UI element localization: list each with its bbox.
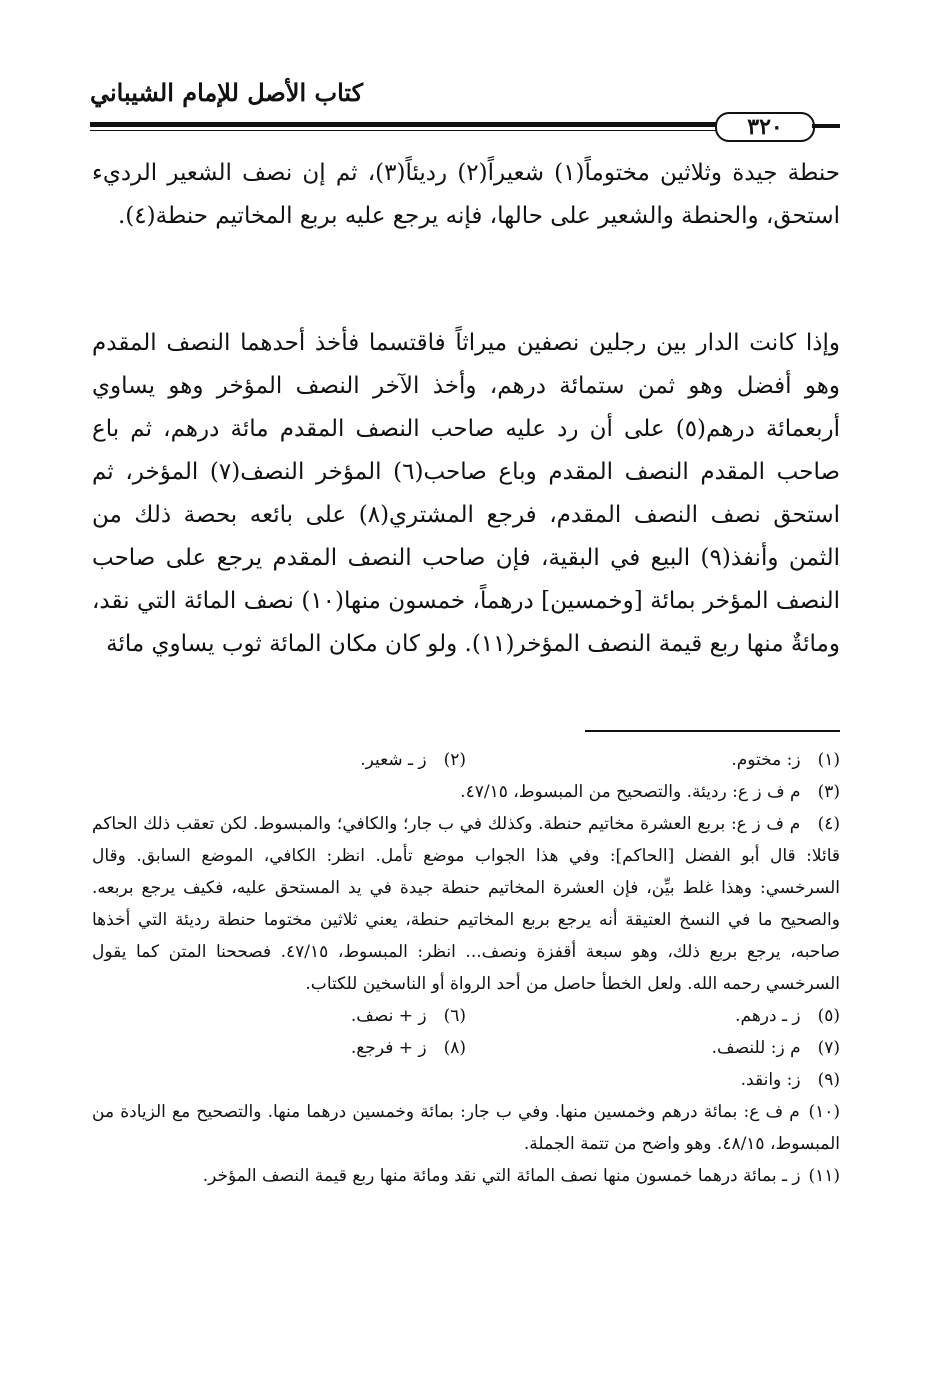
- footnote-4: [92, 808, 840, 1000]
- footnote-row: [92, 1064, 840, 1096]
- footnote-number: (٨): [443, 1038, 466, 1058]
- footnote-row: [92, 1032, 840, 1064]
- footnote-separator: [585, 730, 840, 732]
- footnote-10: [92, 1096, 840, 1160]
- footnote-number: (٣): [817, 782, 840, 802]
- footnote-number: (١٠): [808, 1102, 840, 1122]
- footnote-number: (١): [817, 750, 840, 770]
- footnote-5: [466, 1000, 840, 1032]
- paragraph-1-text: حنطة جيدة وثلاثين مختوماً(١) شعيراً(٢) رديئاً(٣)، ثم إن نصف الشعير الرديء استحق، والحنطة والشعير على حالها، فإنه يرجع عليه بربع المخاتيم حنطة(٤).: [92, 160, 840, 229]
- paragraph-2-text: وإذا كانت الدار بين رجلين نصفين ميراثاً فاقتسما فأخذ أحدهما النصف المقدم وهو أفضل وهو ثمن ستمائة درهم، وأخذ الآخر النصف المؤخر وهو يساوي أربعمائة درهم(٥) على أن رد عليه صاحب النصف المقدم مائة درهم، ثم باع صاحب المقدم النصف المقدم وباع صاحب(٦) المؤخر النصف(٧) المؤخر، ثم استحق نصف النصف المقدم، فرجع المشتري(٨) على بائعه بحصة ذلك من الثمن وأنفذ(٩) البيع في البقية، فإن صاحب النصف المقدم يرجع على صاحب النصف المؤخر بمائة [وخمسين] درهماً، خمسون منها(١٠) نصف المائة التي نقد، ومائةٌ منها ربع قيمة النصف المؤخر(١١). ولو كان مكان المائة ثوب يساوي مائة: [92, 330, 841, 657]
- footnote-text: ز: مختوم.: [731, 750, 801, 770]
- footnote-7: [466, 1032, 840, 1064]
- footnote-number: (٥): [817, 1006, 840, 1026]
- page-header: [90, 76, 840, 140]
- footnote-number: (٢): [443, 750, 466, 770]
- footnote-text: م ف ع: بمائة درهم وخمسين منها. وفي ب جار: بمائة وخمسين درهما منها. والتصحيح مع الزيادة من المبسوط، ٤٨/١٥. وهو واضح من تتمة الجملة.: [92, 1102, 840, 1154]
- footnote-text: م ف ز ع: رديئة. والتصحيح من المبسوط، ٤٧/١٥.: [460, 782, 801, 802]
- footnote-number: (٦): [443, 1006, 466, 1026]
- footnote-text: ز ـ درهم.: [735, 1006, 801, 1026]
- footnote-number: (٩): [817, 1070, 840, 1090]
- footnote-1: [466, 744, 840, 776]
- footnote-8: [92, 1032, 466, 1064]
- footnote-number: (٧): [817, 1038, 840, 1058]
- header-rule-thick: [90, 122, 740, 127]
- footnote-row: [92, 1000, 840, 1032]
- footnote-row: [92, 808, 840, 1000]
- footnote-text: ز + نصف.: [350, 1006, 427, 1026]
- footnote-3: [92, 776, 840, 808]
- footnote-text: ز: وانقد.: [740, 1070, 801, 1090]
- footnote-11: [92, 1160, 840, 1192]
- footnote-text: م ف ز ع: بربع العشرة مخاتيم حنطة. وكذلك في ب جار؛ والكافي؛ والمبسوط. لكن تعقب ذلك الحاكم قائلا: قال أبو الفضل [الحاكم]: وفي هذا الجواب موضع تأمل. انظر: الكافي، الموضع السابق. وقال السرخسي: وهذا غلط بيِّن، فإن العشرة المخاتيم حنطة جيدة في يد المستحق عليه، فكيف يرجع بربعه. والصحيح ما في النسخ العتيقة أنه يرجع بربع المخاتيم حنطة، يعني ثلاثين مختوما حنطة رديئة التي أخذها صاحبه، يرجع بربع ذلك، وهو سبعة أقفزة ونصف... انظر: المبسوط، ٤٧/١٥. فصححنا المتن كما يقول السرخسي رحمه الله. ولعل الخطأ حاصل من أحد الرواة أو الناسخين للكتاب.: [92, 814, 840, 994]
- page-number: ٣٢٠: [715, 112, 815, 142]
- footnote-number: (٤): [817, 814, 840, 834]
- footnote-text: م ز: للنصف.: [711, 1038, 801, 1058]
- footnote-2: [92, 744, 466, 776]
- footnote-9: [466, 1064, 840, 1096]
- footnote-row: [92, 744, 840, 776]
- footnote-number: (١١): [808, 1166, 840, 1186]
- footnote-text: ز + فرجع.: [350, 1038, 427, 1058]
- footnotes: [92, 744, 840, 1192]
- footnote-6: [92, 1000, 466, 1032]
- book-title: كتاب الأصل للإمام الشيباني: [90, 78, 364, 107]
- header-rule-right: [812, 124, 840, 128]
- paragraph-1: [92, 152, 840, 238]
- footnote-text: ز ـ شعير.: [360, 750, 427, 770]
- footnote-text: ز ـ بمائة درهما خمسون منها نصف المائة التي نقد ومائة منها ربع قيمة النصف المؤخر.: [202, 1166, 801, 1186]
- footnote-row: [92, 776, 840, 808]
- paragraph-2: [92, 322, 840, 666]
- footnote-row: [92, 1096, 840, 1160]
- footnote-row: [92, 1160, 840, 1192]
- header-rule-thin: [90, 130, 740, 131]
